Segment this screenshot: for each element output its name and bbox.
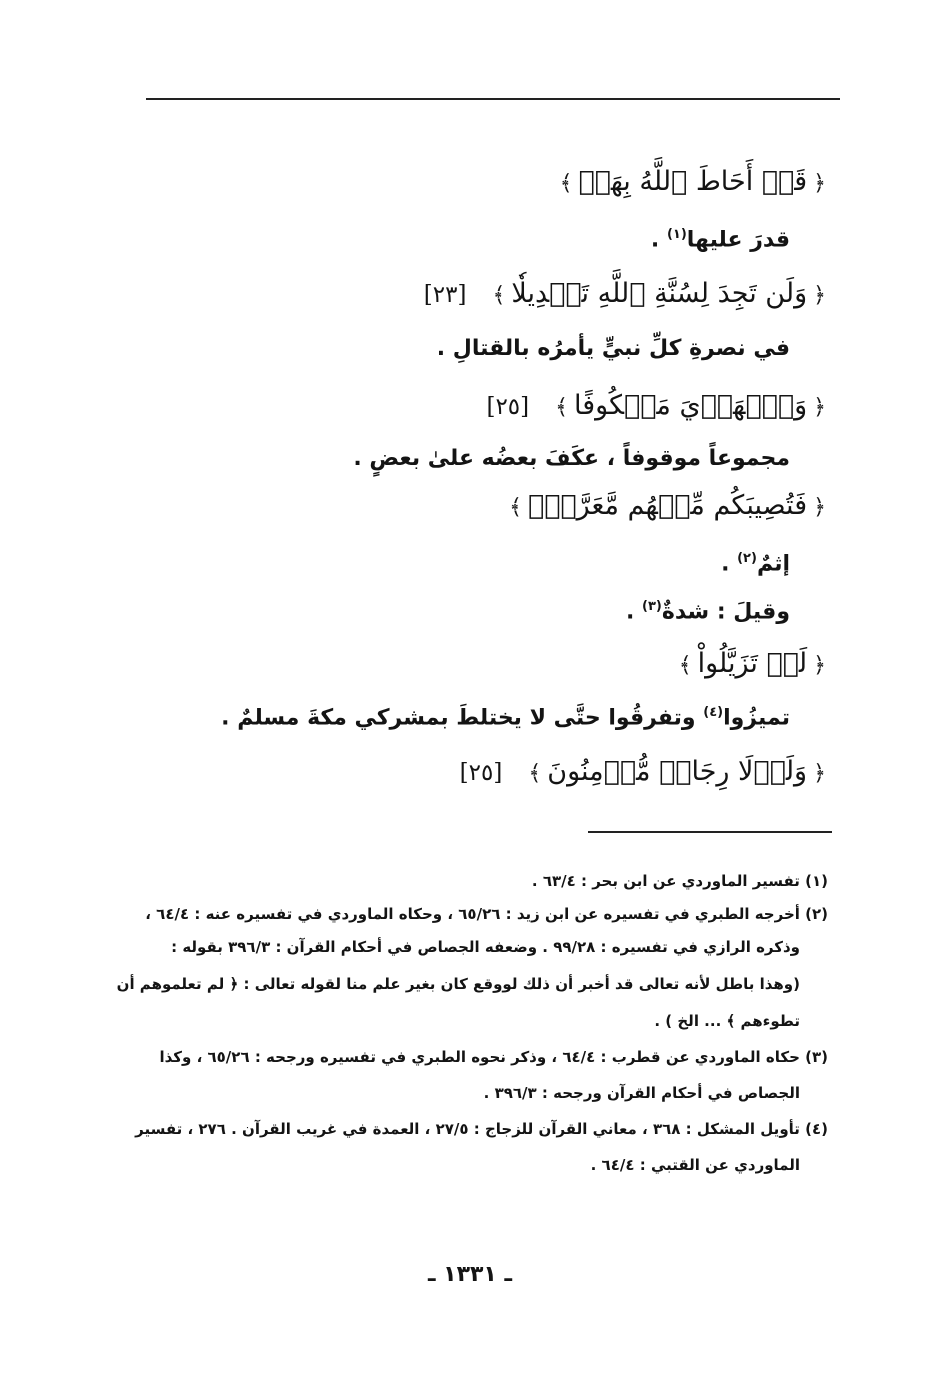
verse-open-bracket: ﴿ [813,761,826,786]
footnote-separator [588,831,832,833]
footnote-ref: (٤) [703,705,724,720]
page-number: ـ ١٣٣١ ـ [427,1262,513,1287]
gloss-line-6 [221,706,790,729]
verse-text: وَلَوۡلَا رِجَالٞ مُّؤۡمِنُونَ [547,756,808,787]
gloss-text: وقيلَ : شدةٌ [661,599,790,625]
gloss-line-5 [626,600,790,623]
header-rule [146,98,840,100]
footnote-ref: (١) [666,227,687,242]
footnote-2: (٢) أخرجه الطبري في تفسيره عن ابن زيد : ٦٥/٢٦ ، وحكاه الماوردي في تفسيره عنه : ٦٤/٤ ، [145,905,828,923]
verse-number: [٢٥] [486,394,530,420]
verse-text: وَٱلۡهَدۡيَ مَعۡكُوفًا [574,390,808,421]
gloss-text: قدرَ عليها [686,227,790,253]
footnote-4: (٤) تأويل المشكل : ٣٦٨ ، معاني القرآن للزجاج : ٢٧/٥ ، العمدة في غريب القرآن . ٢٧٦ ، تفسير [135,1120,828,1138]
footnote-ref: (٢) [737,551,757,566]
gloss-line-3 [353,448,790,470]
footnote-1: (١) تفسير الماوردي عن ابن بحر : ٦٣/٤ . [531,872,828,890]
gloss-text: مجموعاً موقوفاً ، عكَفَ بعضُه علىٰ بعضٍ . [353,446,790,471]
verse-text: قَدۡ أَحَاطَ ٱللَّهُ بِهَاۚ [578,166,808,197]
verse-open-bracket: ﴿ [813,283,826,308]
verse-line-6 [460,758,832,785]
footnote-4-cont: الماوردي عن القتبي : ٦٤/٤ . [590,1156,800,1174]
gloss-tail: . [650,227,667,253]
verse-close-bracket: ﴾ [509,495,523,520]
verse-line-5 [673,650,832,677]
footnote-2-cont-3: تطوءهم ﴾ ... الخ ) . [654,1012,800,1030]
verse-text: وَلَن تَجِدَ لِسُنَّةِ ٱللَّهِ تَبۡدِيلٗا [511,278,808,309]
verse-number: [٢٥] [459,760,503,786]
gloss-line-2 [437,338,790,360]
verse-line-3 [486,392,832,419]
verse-close-bracket: ﴾ [555,395,569,420]
footnote-3-cont: الجصاص في أحكام القرآن ورجحه : ٣٩٦/٣ . [483,1084,800,1102]
verse-line-2 [424,280,832,307]
verse-text: لَوۡ تَزَيَّلُواْ [697,648,808,679]
verse-close-bracket: ﴾ [559,171,573,196]
verse-close-bracket: ﴾ [678,653,692,678]
verse-close-bracket: ﴾ [528,761,542,786]
gloss-line-1 [651,228,790,251]
footnote-ref: (٣) [642,599,662,614]
verse-line-4 [503,492,832,519]
verse-text: فَتُصِيبَكُم مِّنۡهُم مَّعَرَّةُۢ [528,490,808,521]
verse-number: [٢٣] [423,282,467,308]
footnote-2-cont-2: (وهذا باطل لأنه تعالى قد أخبر أن ذلك لووقع كان بغير علم منا لقوله تعالى : ﴿ لم تعلموهم أن [116,975,800,993]
gloss-tail: . [721,551,738,577]
footnote-2-cont-1: وذكره الرازي في تفسيره : ٩٩/٢٨ . وضعفه الجصاص في أحكام القرآن : ٣٩٦/٣ بقوله : [171,938,800,956]
footnote-3: (٣) حكاه الماوردي عن قطرب : ٦٤/٤ ، وذكر نحوه الطبري في تفسيره ورجحه : ٦٥/٢٦ ، وكذا [159,1048,828,1066]
gloss-line-4 [721,552,790,575]
verse-open-bracket: ﴿ [813,653,826,678]
verse-open-bracket: ﴿ [813,395,826,420]
verse-close-bracket: ﴾ [492,283,506,308]
verse-open-bracket: ﴿ [813,495,826,520]
gloss-tail: وتفرقُوا حتَّى لا يختلطَ بمشركي مكةَ مسلمٌ . [221,705,704,731]
gloss-tail: . [625,599,642,625]
verse-line-1 [554,168,832,195]
verse-open-bracket: ﴿ [813,171,826,196]
gloss-text: تميزُوا [723,705,790,731]
gloss-text: في نصرةِ كلِّ نبيٍّ يأمرُه بالقتالِ . [436,336,790,361]
gloss-text: إثمٌ [756,551,790,577]
